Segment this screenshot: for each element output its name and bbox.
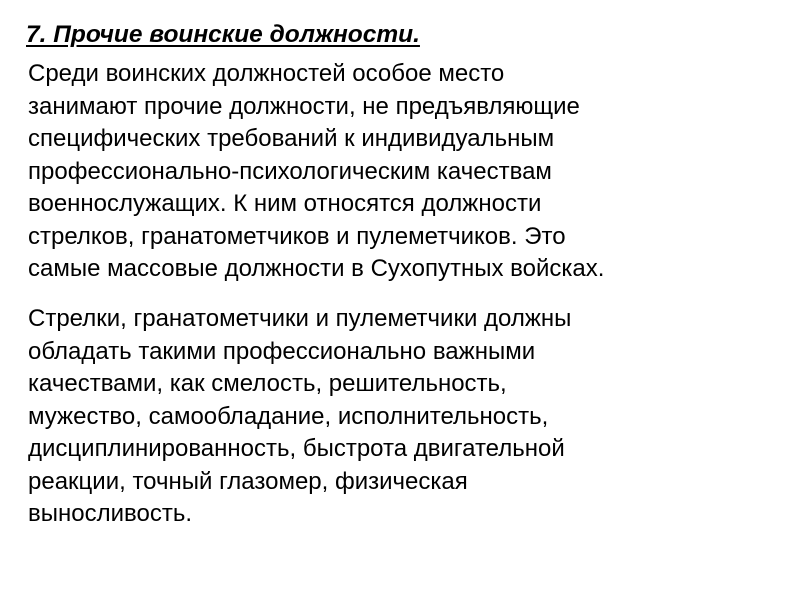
text-line: дисциплинированность, быстрота двигательной [28,435,565,462]
text-line: самые массовые должности в Сухопутных войсках. [28,255,605,282]
text-line: специфических требований к индивидуальным [28,125,555,152]
text-line: мужество, самообладание, исполнительность, [28,402,549,430]
text-line: Среди воинских должностей особое место [28,60,505,87]
text-line: выносливость. [28,500,193,527]
text-line: реакции, точный глазомер, физическая [28,467,468,495]
text-line: занимают прочие должности, не предъявляющие [28,92,580,120]
text-line: обладать такими профессионально важными [28,337,536,365]
paragraph-qualities [28,303,571,531]
text-line: стрелков, гранатометчиков и пулеметчиков. Это [28,222,566,250]
text-line: Стрелки, гранатометчики и пулеметчики должны [28,305,572,332]
text-line: качествами, как смелость, решительность, [28,370,507,397]
text-line: профессионально-психологическим качествам [28,157,552,185]
paragraph-intro [28,58,604,286]
section-heading: 7. Прочие воинские должности. [26,21,420,48]
text-line: военнослужащих. К ним относятся должности [28,190,542,217]
